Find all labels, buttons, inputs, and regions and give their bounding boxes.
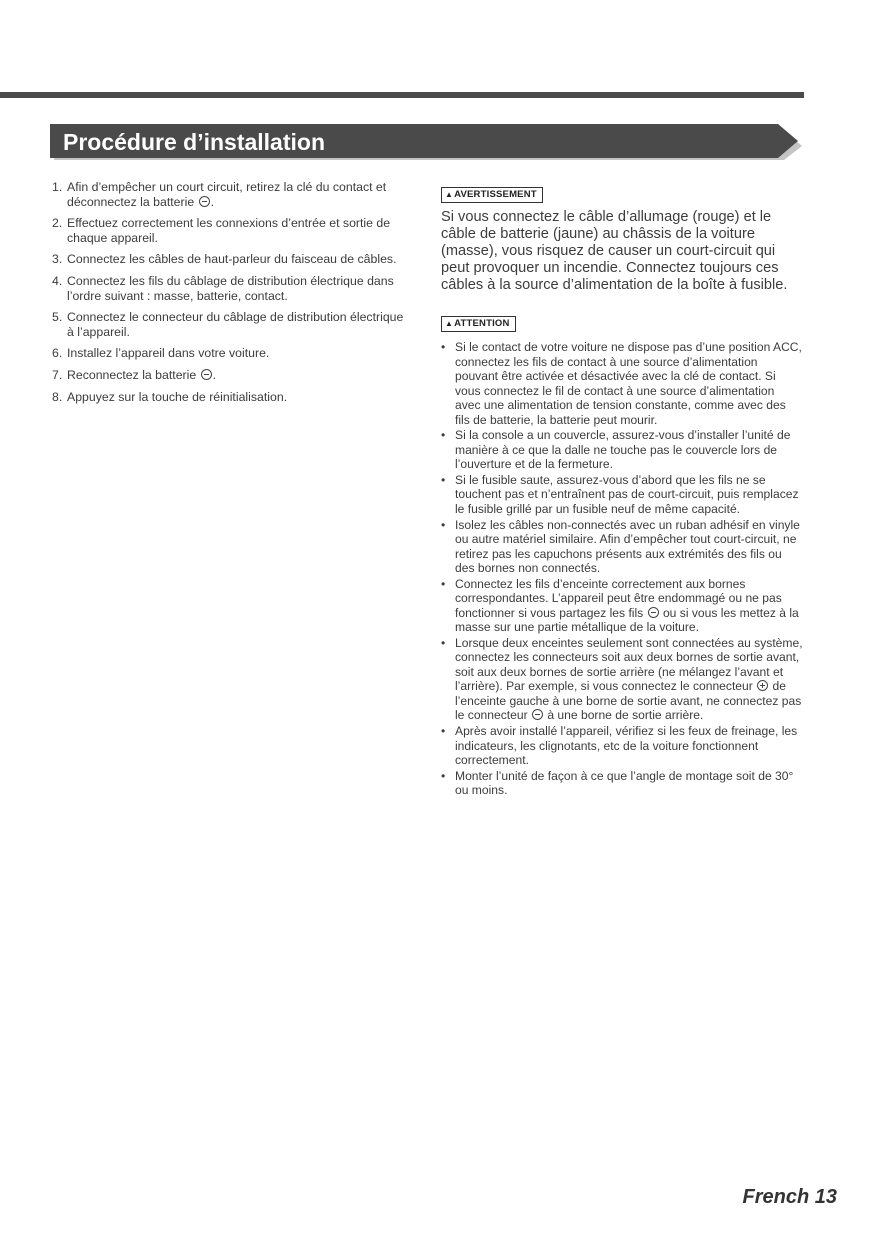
step-text-end: .: [212, 367, 217, 382]
warning-text: Si vous connectez le câble d’allumage (rouge) et le câble de batterie (jaune) au châssis de la voiture (masse), vous risquez de causer un court-circuit qui peut provoquer un incendie. Connectez toujours ces câbles à la source d’alimentation de la boîte à fusible.: [441, 209, 788, 293]
plus-terminal-icon: [757, 680, 768, 691]
attention-list: [441, 340, 803, 798]
minus-terminal-icon: [201, 369, 212, 380]
list-item: [52, 216, 412, 245]
attention-text: de l’enceinte gauche à une borne de sortie avant, ne connectez pas le connecteur: [455, 679, 802, 723]
list-item: [441, 428, 803, 472]
step-text: Effectuez correctement les connexions d’entrée et sortie de chaque appareil.: [67, 216, 391, 245]
installation-steps: [52, 180, 412, 404]
attention-text: à une borne de sortie arrière.: [543, 708, 704, 723]
step-text: Appuyez sur la touche de réinitialisation.: [67, 389, 288, 404]
list-item: [441, 636, 803, 723]
attention-text: Si la console a un couvercle, assurez-vous d’installer l’unité de manière à ce que la dalle ne touche pas le couvercle lors de l’ouverture et de la fermeture.: [455, 428, 791, 472]
attention-text: Isolez les câbles non-connectés avec un ruban adhésif en vinyle ou autre matériel similaire. Afin d’empêcher tout court-circuit, ne retirez pas les capuchons présents aux extrémités des fils ou des bornes non connectés.: [455, 517, 800, 576]
list-item: [441, 577, 803, 635]
list-item: [52, 368, 412, 383]
step-text-end: .: [210, 194, 214, 209]
list-item: [52, 310, 412, 339]
warning-label: AVERTISSEMENT: [454, 189, 537, 200]
attention-text: ou si vous les mettez à la masse sur une partie métallique de la voiture.: [455, 605, 799, 635]
attention-text: Si le contact de votre voiture ne dispose pas d’une position ACC, connectez les fils de contact à une source d’alimentation pouvant être activée et désactivée avec la clé de contact. Si vous connectez le fil de contact à une source d’alimentation avec une alimentation de tension constante, comme avec des fils de batterie, la batterie peut mourir.: [455, 340, 802, 427]
warning-badge: [441, 187, 543, 203]
list-item: [441, 518, 803, 576]
left-column: [52, 180, 412, 411]
attention-text: Connectez les fils d’enceinte correctement aux bornes correspondantes. L’appareil peut être endommagé ou ne pas fonctionner si vous partagez les fils: [455, 576, 782, 620]
list-item: [441, 769, 803, 798]
step-text: Reconnectez la batterie: [67, 367, 200, 382]
minus-terminal-icon: [532, 709, 543, 720]
right-column: [441, 184, 803, 799]
list-item: [441, 724, 803, 768]
attention-label: ATTENTION: [454, 318, 510, 329]
step-number: 8.: [52, 389, 63, 404]
step-number: 4.: [52, 273, 63, 288]
attention-triangle-icon: ▲: [445, 319, 454, 328]
step-number: 3.: [52, 252, 63, 267]
list-item: [52, 390, 412, 405]
attention-block: [441, 313, 803, 798]
list-item: [52, 346, 412, 361]
list-item: [52, 274, 412, 303]
step-text: Connectez les fils du câblage de distribution électrique dans l’ordre suivant : masse, batterie, contact.: [67, 273, 394, 303]
attention-text: Monter l’unité de façon à ce que l’angle de montage soit de 30° ou moins.: [455, 768, 794, 798]
attention-text: Après avoir installé l’appareil, vérifiez si les feux de freinage, les indicateurs, les clignotants, etc de la voiture fonctionnent correctement.: [455, 724, 798, 768]
step-number: 6.: [52, 346, 63, 361]
step-number: 2.: [52, 216, 63, 231]
step-text: Connectez le connecteur du câblage de distribution électrique à l’appareil.: [67, 310, 404, 339]
list-item: [441, 340, 803, 427]
step-text: Connectez les câbles de haut-parleur du faisceau de câbles.: [67, 252, 397, 267]
warning-triangle-icon: ▲: [445, 190, 454, 199]
section-title-banner: [50, 124, 802, 160]
minus-terminal-icon: [648, 607, 659, 618]
step-number: 5.: [52, 310, 63, 325]
attention-badge: [441, 316, 516, 332]
top-rule: [0, 92, 804, 98]
step-text: Installez l’appareil dans votre voiture.: [67, 346, 270, 361]
attention-text: Lorsque deux enceintes seulement sont connectées au système, connectez les connecteurs soit aux deux bornes de sortie avant, soit aux deux bornes de sortie arrière (ne mélangez l’avant et l’arrière). Par exemple, si vous connectez le connecteur: [455, 635, 803, 694]
list-item: [441, 473, 803, 517]
list-item: [52, 180, 412, 209]
step-text: Afin d’empêcher un court circuit, retirez la clé du contact et déconnectez la batterie: [67, 180, 387, 209]
minus-terminal-icon: [199, 196, 210, 207]
attention-text: Si le fusible saute, assurez-vous d’abord que les fils ne se touchent pas et n’entraînent pas de court-circuit, puis remplacez le fusible grillé par un fusible neuf de même capacité.: [455, 472, 799, 516]
warning-block: [441, 184, 803, 294]
page-number-label: French 13: [742, 1186, 837, 1208]
step-number: 1.: [52, 180, 63, 194]
page-title: Procédure d’installation: [63, 129, 325, 155]
step-number: 7.: [52, 367, 63, 382]
list-item: [52, 252, 412, 267]
